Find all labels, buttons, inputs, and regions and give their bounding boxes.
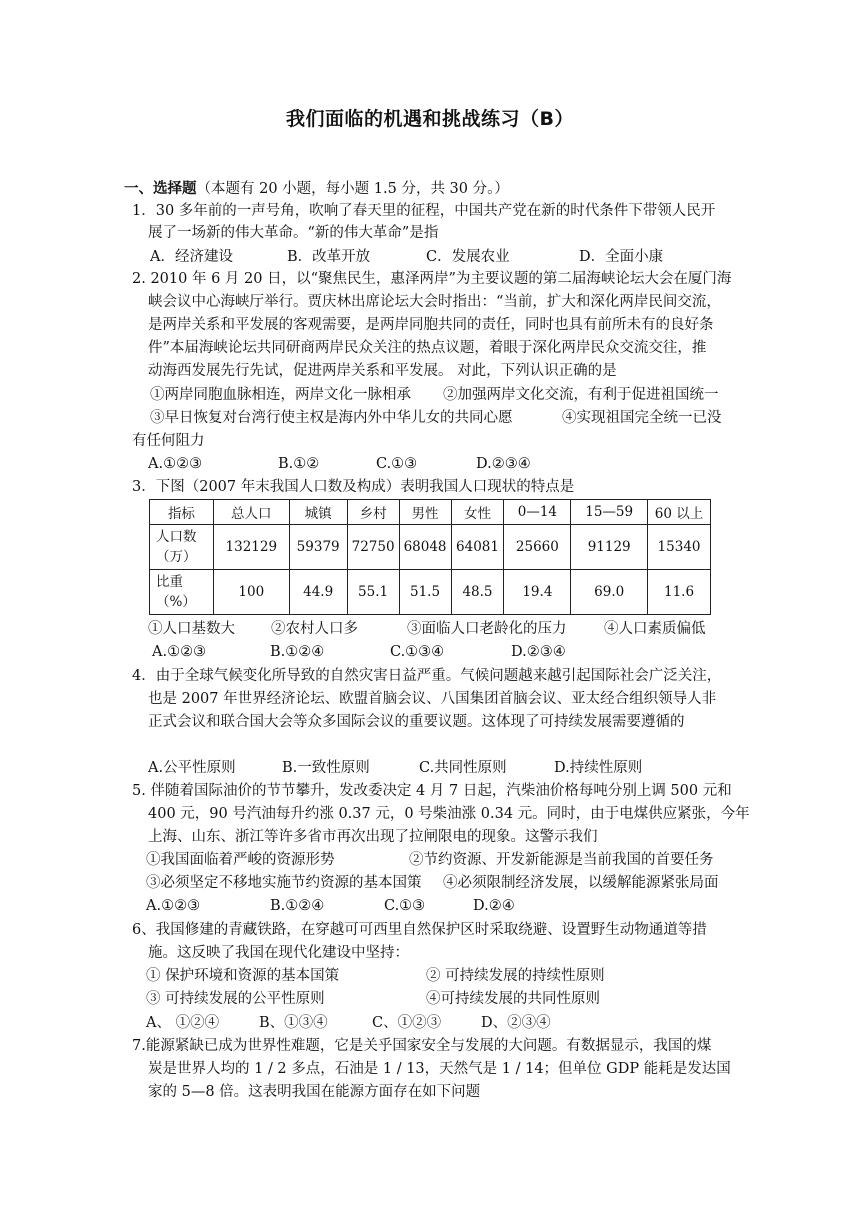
q6-option-b: B、①③④ xyxy=(259,1015,328,1031)
table-cell: 19.4 xyxy=(504,570,571,615)
q6-statement-3: ③ 可持续发展的公平性原则 xyxy=(146,991,325,1007)
q5-stem-line-1: 5. 伴随着国际油价的节节攀升，发改委决定 4 月 7 日起，汽柴油价格每吨分别上调 500 元和 xyxy=(132,783,732,799)
table-row xyxy=(150,570,711,615)
q3-stem: 3．下图（2007 年末我国人口数及构成）表明我国人口现状的特点是 xyxy=(132,479,575,495)
table-cell: 15340 xyxy=(648,525,711,570)
q1-option-c: C．发展农业 xyxy=(426,249,510,265)
table-header-cell: 0—14 xyxy=(504,500,571,525)
q5-option-d: D.②④ xyxy=(473,898,515,914)
q5-option-a: A.①②③ xyxy=(146,898,201,914)
q2-option-a: A.①②③ xyxy=(148,456,203,472)
q4-option-b: B.一致性原则 xyxy=(282,760,370,776)
table-cell: 44.9 xyxy=(289,570,347,615)
section-note: （本题有 20 小题，每小题 1.5 分，共 30 分。） xyxy=(196,181,509,197)
q2-stem-line-5: 动海西发展先行先试，促进两岸关系和平发展。 对此，下列认识正确的是 xyxy=(148,363,617,379)
q2-stem-line-1: 2. 2010 年 6 月 20 日，以“聚焦民生，惠泽两岸”为主要议题的第二届海峡论坛大会在厦门海 xyxy=(132,271,732,287)
q2-statement-4: ④实现祖国完全统一已没 xyxy=(562,410,722,426)
q7-stem-line-2: 炭是世界人均的 1 / 2 多点，石油是 1 / 13，天然气是 1 / 14；但单位 GDP 能耗是发达国 xyxy=(148,1061,731,1077)
table-row xyxy=(150,525,711,570)
table-cell: 132129 xyxy=(213,525,289,570)
q5-statement-1: ①我国面临着严峻的资源形势 xyxy=(146,852,335,868)
q2-stem-line-2: 峡会议中心海峡厅举行。贾庆林出席论坛大会时指出：“当前，扩大和深化两岸民间交流， xyxy=(148,294,721,310)
q2-statement-3: ③早日恢复对台湾行使主权是海内外中华儿女的共同心愿 xyxy=(150,410,513,426)
table-cell: 55.1 xyxy=(347,570,399,615)
table-header-cell: 15—59 xyxy=(571,500,648,525)
q2-option-d: D.②③④ xyxy=(476,456,531,472)
q2-statement-1: ①两岸同胞血脉相连，两岸文化一脉相承 xyxy=(150,387,411,403)
q4-option-d: D.持续性原则 xyxy=(554,760,643,776)
q3-statement-3: ③面临人口老龄化的压力 xyxy=(407,621,567,637)
table-cell: 69.0 xyxy=(571,570,648,615)
q2-option-b: B.①② xyxy=(278,456,320,472)
q6-option-d: D、②③④ xyxy=(481,1015,551,1031)
q3-statement-4: ④人口素质偏低 xyxy=(604,621,706,637)
q6-statement-1: ① 保护环境和资源的基本国策 xyxy=(146,968,340,984)
q5-statement-3: ③必须坚定不移地实施节约资源的基本国策 xyxy=(146,875,422,891)
q1-stem-line-1: 1．30 多年前的一声号角，吹响了春天里的征程，中国共产党在新的时代条件下带领人民开 xyxy=(132,203,716,219)
q2-statement-4-cont: 有任何阻力 xyxy=(132,433,205,449)
q5-statement-4: ④必须限制经济发展，以缓解能源紧张局面 xyxy=(443,875,719,891)
table-cell: 48.5 xyxy=(451,570,504,615)
section-heading-row xyxy=(124,179,509,199)
table-row-label: 人口数 （万） xyxy=(150,525,214,570)
q1-option-b: B．改革开放 xyxy=(287,249,371,265)
table-header-cell: 60 以上 xyxy=(648,500,711,525)
q4-stem-line-3: 正式会议和联合国大会等众多国际会议的重要议题。这体现了可持续发展需要遵循的 xyxy=(148,714,685,730)
q6-stem-line-2: 施。这反映了我国在现代化建设中坚持： xyxy=(148,945,409,961)
table-cell: 72750 xyxy=(347,525,399,570)
q5-statement-2: ②节约资源、开发新能源是当前我国的首要任务 xyxy=(409,852,714,868)
q2-stem-line-3: 是两岸关系和平发展的客观需要，是两岸同胞共同的责任，同时也具有前所未有的良好条 xyxy=(148,317,714,333)
q5-option-b: B.①②④ xyxy=(270,898,325,914)
population-table xyxy=(149,499,711,615)
q1-option-d: D．全面小康 xyxy=(579,249,664,265)
q3-option-d: D.②③④ xyxy=(511,644,566,660)
section-heading: 一、选择题 xyxy=(124,181,197,197)
q2-stem-line-4: 件”本届海峡论坛共同研商两岸民众关注的热点议题，着眼于深化两岸民众交流交往，推 xyxy=(148,340,707,356)
table-cell: 25660 xyxy=(504,525,571,570)
document-title: 我们面临的机遇和挑战练习（B） xyxy=(286,108,574,130)
q4-option-a: A.公平性原则 xyxy=(148,760,236,776)
q6-statement-2: ② 可持续发展的持续性原则 xyxy=(426,968,605,984)
table-cell: 100 xyxy=(213,570,289,615)
q6-option-c: C、①②③ xyxy=(372,1015,442,1031)
table-header-cell: 女性 xyxy=(451,500,504,525)
q3-statement-1: ①人口基数大 xyxy=(148,621,235,637)
q5-option-c: C.①③ xyxy=(384,898,426,914)
q7-stem-line-3: 家的 5—8 倍。这表明我国在能源方面存在如下问题 xyxy=(148,1084,481,1100)
q3-option-b: B.①②④ xyxy=(270,644,325,660)
q4-stem-line-2: 也是 2007 年世界经济论坛、欧盟首脑会议、八国集团首脑会议、亚太经合组织领导人非 xyxy=(148,691,717,707)
table-cell: 11.6 xyxy=(648,570,711,615)
q5-stem-line-3: 上海、山东、浙江等许多省市再次出现了拉闸限电的现象。这警示我们 xyxy=(148,829,598,845)
table-header-cell: 乡村 xyxy=(347,500,399,525)
q1-stem-line-2: 展了一场新的伟大革命。“新的伟大革命”是指 xyxy=(148,225,439,241)
q3-statement-2: ②农村人口多 xyxy=(271,621,358,637)
q7-stem-line-1: 7.能源紧缺已成为世界性难题，它是关乎国家安全与发展的大问题。有数据显示，我国的煤 xyxy=(132,1038,712,1054)
q2-option-c: C.①③ xyxy=(376,456,418,472)
q5-stem-line-2: 400 元，90 号汽油每升约涨 0.37 元，0 号柴油涨 0.34 元。同时，由于电煤供应紧张，今年 xyxy=(148,806,750,822)
q6-option-a: A、 ①②④ xyxy=(146,1015,220,1031)
q2-statement-2: ②加强两岸文化交流，有利于促进祖国统一 xyxy=(443,387,719,403)
table-header-cell: 城镇 xyxy=(289,500,347,525)
q6-statement-4: ④可持续发展的共同性原则 xyxy=(426,991,600,1007)
q4-option-c: C.共同性原则 xyxy=(419,760,507,776)
q4-stem-line-1: 4．由于全球气候变化所导致的自然灾害日益严重。气候问题越来越引起国际社会广泛关注， xyxy=(132,668,722,684)
table-header-cell: 指标 xyxy=(150,500,214,525)
table-cell: 91129 xyxy=(571,525,648,570)
q3-option-c: C.①③④ xyxy=(390,644,445,660)
q6-stem-line-1: 6、我国修建的青藏铁路，在穿越可可西里自然保护区时采取绕避、设置野生动物通道等措 xyxy=(132,922,707,938)
table-header-cell: 男性 xyxy=(399,500,451,525)
table-cell: 51.5 xyxy=(399,570,451,615)
q1-option-a: A．经济建设 xyxy=(150,249,233,265)
table-cell: 68048 xyxy=(399,525,451,570)
q3-option-a: A.①②③ xyxy=(152,644,207,660)
table-cell: 64081 xyxy=(451,525,504,570)
table-row-label: 比重 （%） xyxy=(150,570,214,615)
table-header-row xyxy=(150,500,711,525)
table-cell: 59379 xyxy=(289,525,347,570)
table-header-cell: 总人口 xyxy=(213,500,289,525)
